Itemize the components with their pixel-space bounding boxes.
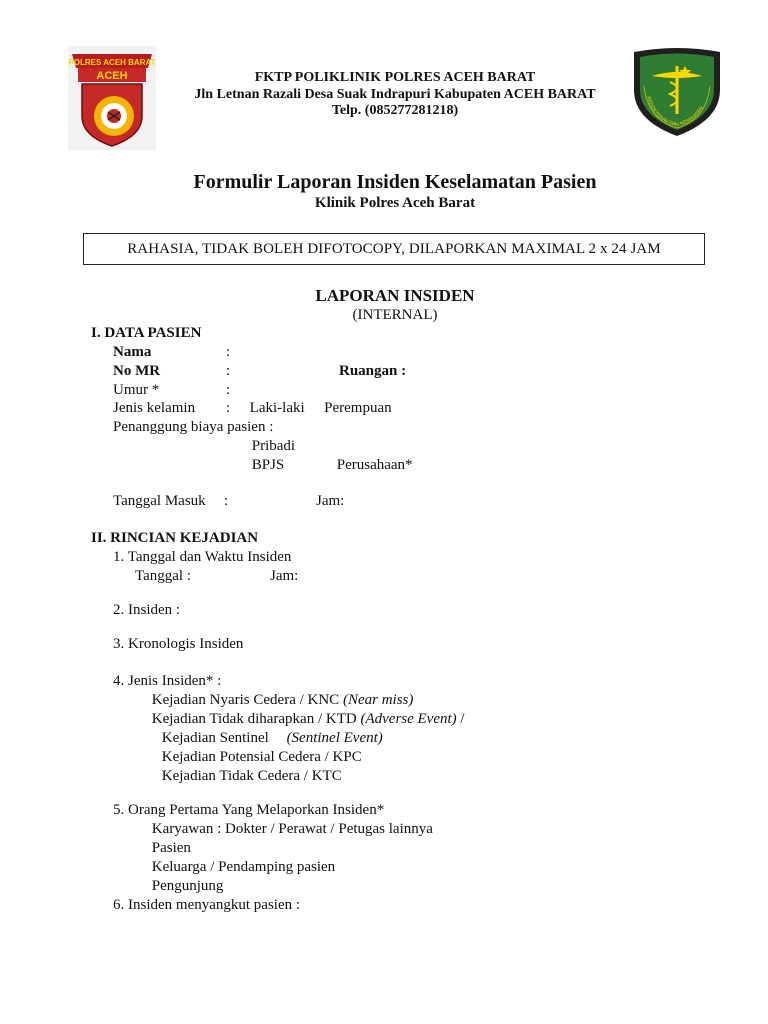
clinic-header — [160, 70, 630, 120]
q5-option-pengunjung — [136, 878, 223, 895]
q4-option-ktd-slash: / — [460, 711, 465, 727]
q4-option-ktc — [136, 768, 342, 785]
label-nomr: No MR — [113, 363, 161, 379]
q4-option-ktd — [136, 711, 465, 728]
option-perusahaan: Perusahaan* — [336, 457, 413, 473]
q4-option-ktc-label: Kejadian Tidak Cedera / KTC — [161, 768, 342, 784]
q4-option-sentinel-english: (Sentinel Event) — [286, 730, 383, 746]
q5-label: 5. Orang Pertama Yang Melaporkan Insiden* — [113, 802, 385, 818]
label-jenis-kelamin: Jenis kelamin — [113, 400, 196, 416]
q4-option-sentinel-label: Kejadian Sentinel — [161, 730, 269, 746]
polres-name-text: ACEH — [96, 70, 128, 82]
option-perempuan: Perempuan — [324, 400, 392, 416]
colon-tanggal-masuk: : — [224, 493, 229, 509]
report-subtitle: (INTERNAL) — [352, 307, 438, 323]
clinic-name: FKTP POLIKLINIK POLRES ACEH BARAT — [254, 70, 536, 85]
colon-nomr: : — [226, 363, 231, 379]
q5-option-keluarga — [136, 859, 335, 876]
colon-umur: : — [226, 382, 231, 398]
shield-text: KEDOKTERAN DAN KESEHATAN — [645, 95, 705, 129]
colon-nama: : — [226, 344, 231, 360]
q4-option-knc — [136, 692, 413, 709]
q4-option-ktd-english: (Adverse Event) — [360, 711, 457, 727]
q5-option-pasien — [136, 840, 191, 857]
q3-label: 3. Kronologis Insiden — [113, 636, 244, 652]
label-tanggal-masuk: Tanggal Masuk — [113, 493, 206, 509]
q4-option-sentinel — [136, 730, 383, 747]
gender-options — [226, 400, 392, 417]
colon-jenis-kelamin: : — [226, 400, 231, 416]
option-bpjs: BPJS — [251, 457, 285, 473]
label-penanggung: Penanggung biaya pasien : — [113, 419, 274, 435]
payer-perusahaan — [321, 457, 413, 474]
q1-label: 1. Tanggal dan Waktu Insiden — [113, 549, 292, 565]
q5-option-karyawan-label: Karyawan : Dokter / Perawat / Petugas lainnya — [151, 821, 433, 837]
clinic-address: Jln Letnan Razali Desa Suak Indrapuri Kabupaten ACEH BARAT — [194, 86, 596, 102]
q1-jam: Jam: — [270, 568, 299, 584]
q4-option-kpc-label: Kejadian Potensial Cedera / KPC — [161, 749, 362, 765]
q1-tanggal: Tanggal : — [135, 568, 192, 584]
form-title: Formulir Laporan Insiden Keselamatan Pasien — [193, 171, 597, 193]
option-laki: Laki-laki — [249, 400, 305, 416]
form-subtitle: Klinik Polres Aceh Barat — [314, 195, 476, 211]
q4-label: 4. Jenis Insiden* : — [113, 673, 222, 689]
payer-pribadi — [236, 438, 295, 455]
q4-option-kpc — [136, 749, 362, 766]
q4-option-knc-label: Kejadian Nyaris Cedera / KNC — [151, 692, 340, 708]
label-jam-masuk: Jam: — [316, 493, 345, 509]
polres-banner-text: POLRES ACEH BARAT — [68, 58, 156, 67]
section2-heading: II. RINCIAN KEJADIAN — [91, 530, 259, 546]
option-pribadi: Pribadi — [251, 438, 296, 454]
polres-logo — [68, 46, 156, 150]
payer-bpjs — [236, 457, 284, 474]
q5-option-pengunjung-label: Pengunjung — [151, 878, 224, 894]
q6-label: 6. Insiden menyangkut pasien : — [113, 897, 301, 913]
q2-label: 2. Insiden : — [113, 602, 181, 618]
q5-option-keluarga-label: Keluarga / Pendamping pasien — [151, 859, 336, 875]
q5-option-pasien-label: Pasien — [151, 840, 191, 856]
label-nama: Nama — [113, 344, 152, 360]
clinic-phone: Telp. (085277281218) — [331, 103, 459, 118]
label-umur: Umur * — [113, 382, 160, 398]
q4-option-ktd-label: Kejadian Tidak diharapkan / KTD — [151, 711, 357, 727]
medical-shield-logo — [630, 46, 724, 138]
q5-option-karyawan — [136, 821, 433, 838]
report-title: LAPORAN INSIDEN — [315, 286, 475, 305]
label-ruangan: Ruangan : — [339, 363, 407, 379]
confidential-notice: RAHASIA, TIDAK BOLEH DIFOTOCOPY, DILAPORKAN MAXIMAL 2 x 24 JAM — [83, 233, 705, 265]
section1-heading: I. DATA PASIEN — [91, 325, 202, 341]
q4-option-knc-english: (Near miss) — [342, 692, 414, 708]
